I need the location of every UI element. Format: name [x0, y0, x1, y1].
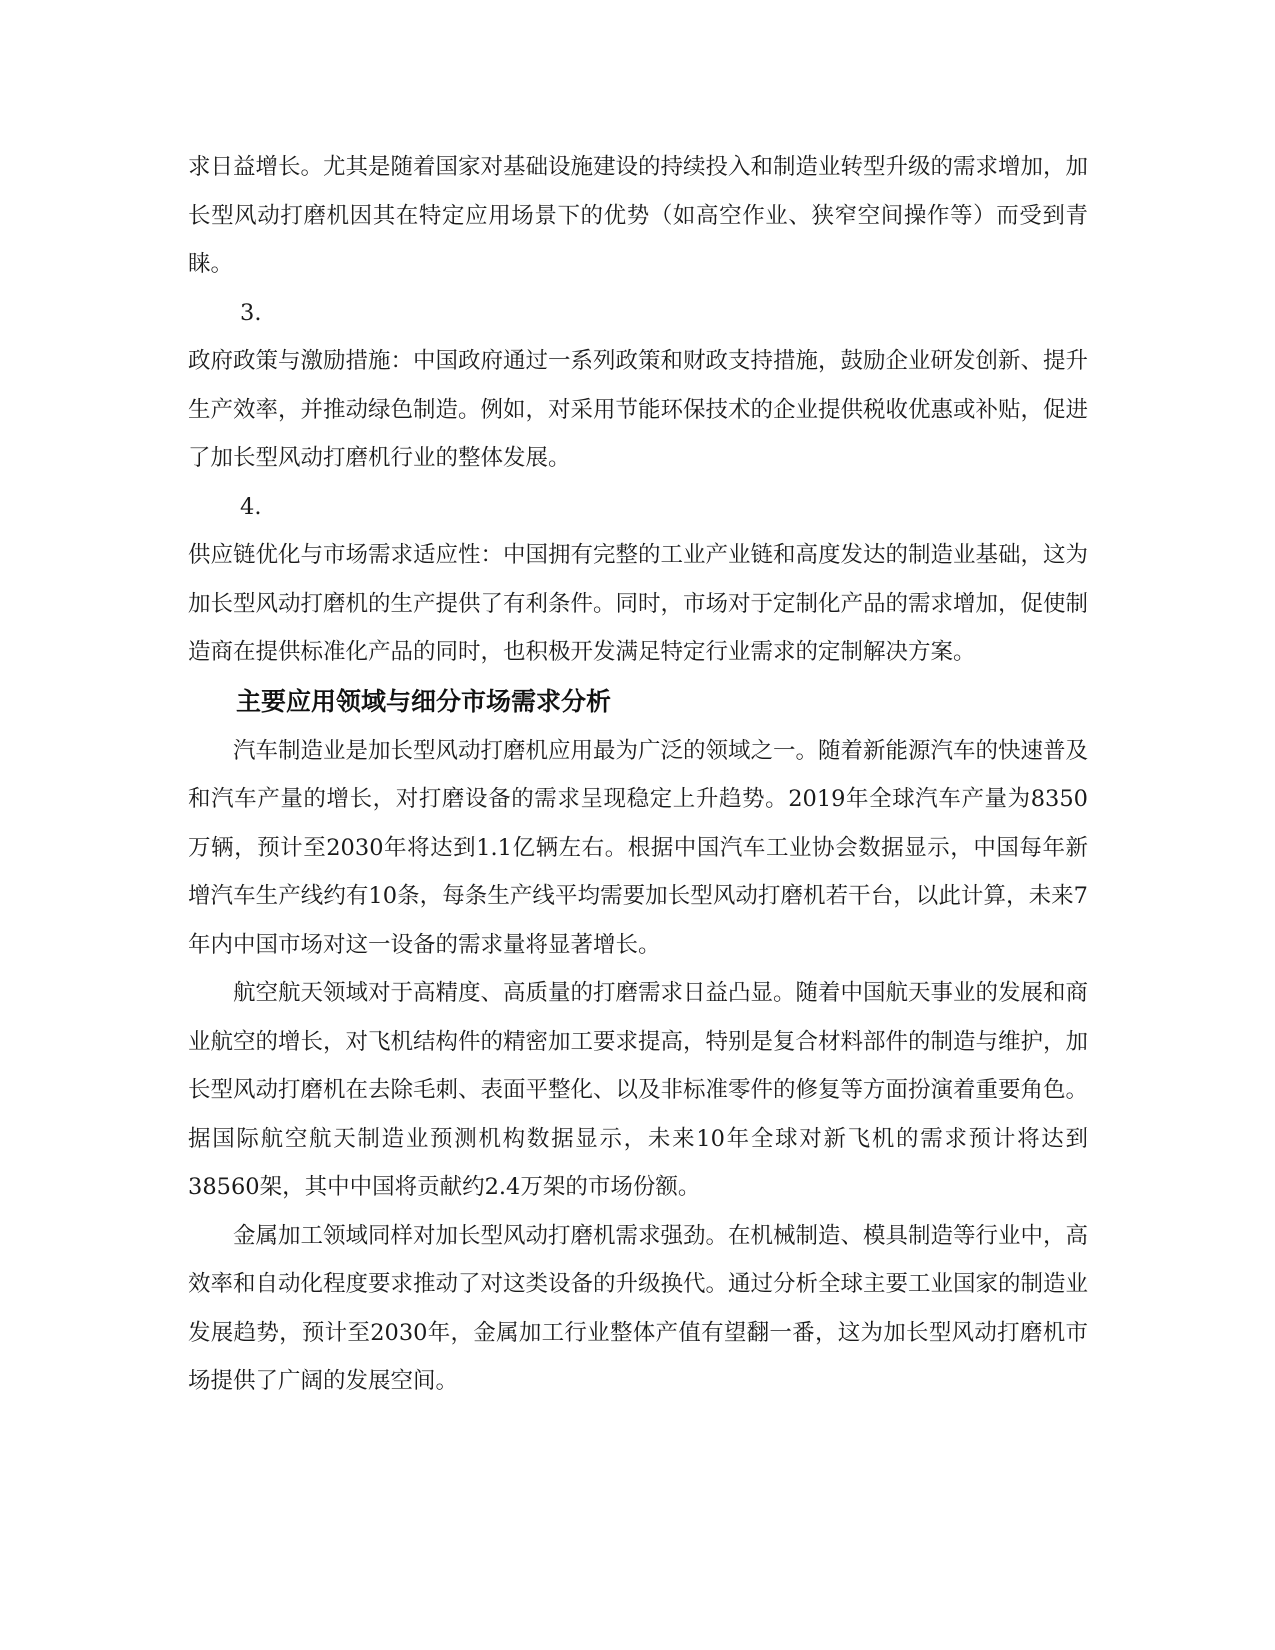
document-page	[188, 143, 1088, 1406]
list-item-3-text: 政府政策与激励措施：中国政府通过一系列政策和财政支持措施，鼓励企业研发创新、提升生产效率，并推动绿色制造。例如，对采用节能环保技术的企业提供税收优惠或补贴，促进了加长型风动打磨机行业的整体发展。	[188, 348, 1089, 471]
paragraph-metalworking: 金属加工领域同样对加长型风动打磨机需求强劲。在机械制造、模具制造等行业中，高效率和自动化程度要求推动了对这类设备的升级换代。通过分析全球主要工业国家的制造业发展趋势，预计至2030年，金属加工行业整体产值有望翻一番，这为加长型风动打磨机市场提供了广阔的发展空间。	[188, 1222, 1089, 1394]
paragraph-intro: 求日益增长。尤其是随着国家对基础设施建设的持续投入和制造业转型升级的需求增加，加长型风动打磨机因其在特定应用场景下的优势（如高空作业、狭窄空间操作等）而受到青睐。	[188, 154, 1089, 277]
paragraph-aerospace: 航空航天领域对于高精度、高质量的打磨需求日益凸显。随着中国航天事业的发展和商业航空的增长，对飞机结构件的精密加工要求提高，特别是复合材料部件的制造与维护，加长型风动打磨机在去除毛刺、表面平整化、以及非标准零件的修复等方面扮演着重要角色。据国际航空航天制造业预测机构数据显示，未来10年全球对新飞机的需求预计将达到38560架，其中中国将贡献约2.4万架的市场份额。	[188, 980, 1089, 1200]
paragraph-automotive: 汽车制造业是加长型风动打磨机应用最为广泛的领域之一。随着新能源汽车的快速普及和汽车产量的增长，对打磨设备的需求呈现稳定上升趋势。2019年全球汽车产量为8350万辆，预计至2030年将达到1.1亿辆左右。根据中国汽车工业协会数据显示，中国每年新增汽车生产线约有10条，每条生产线平均需要加长型风动打磨机若干台，以此计算，未来7年内中国市场对这一设备的需求量将显著增长。	[188, 737, 1089, 958]
list-number-3: 3.	[240, 299, 262, 326]
list-number-4: 4.	[240, 493, 262, 520]
list-item-4-text: 供应链优化与市场需求适应性：中国拥有完整的工业产业链和高度发达的制造业基础，这为加长型风动打磨机的生产提供了有利条件。同时，市场对于定制化产品的需求增加，促使制造商在提供标准化产品的同时，也积极开发满足特定行业需求的定制解决方案。	[188, 542, 1089, 665]
section-heading: 主要应用领域与细分市场需求分析	[236, 686, 612, 716]
